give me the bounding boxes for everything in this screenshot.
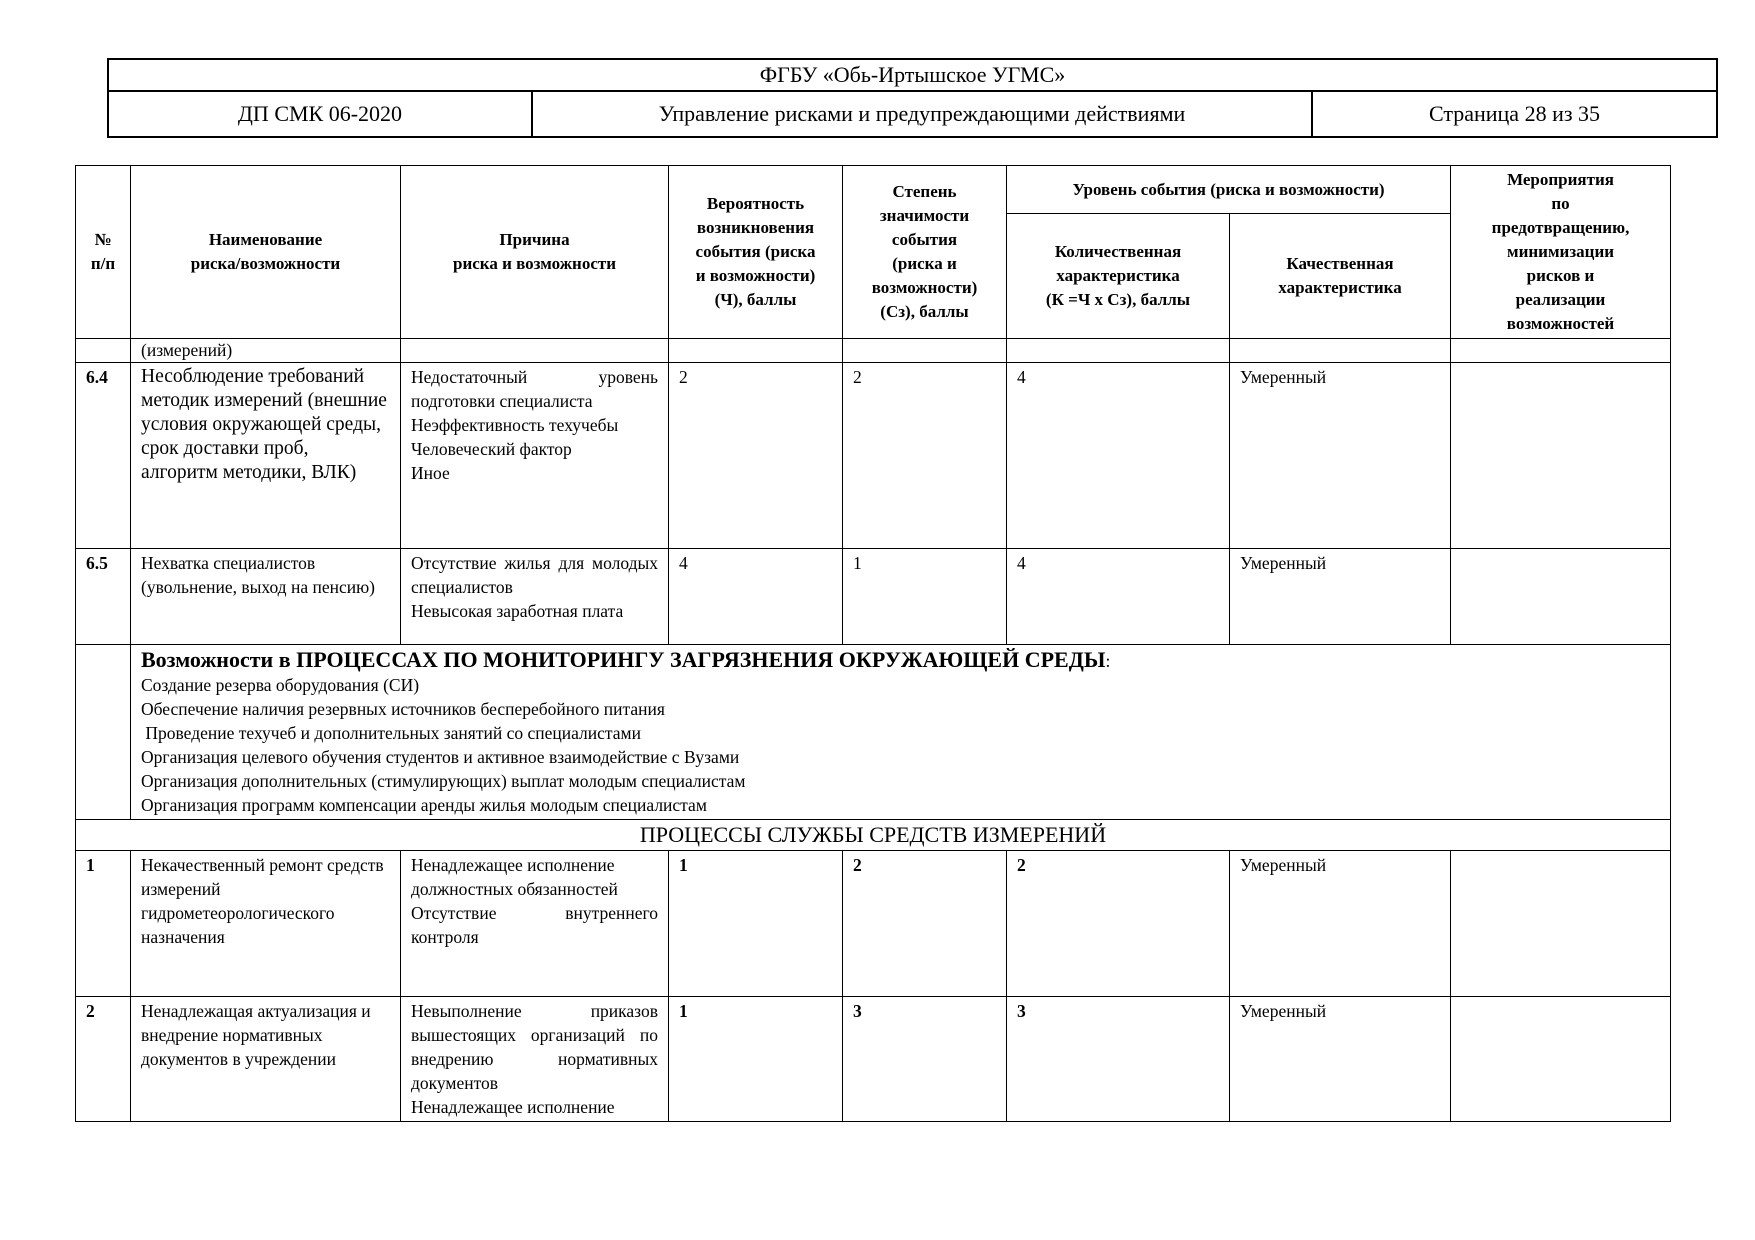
document-header [107, 58, 1718, 138]
quantitative-value: 2 [1007, 851, 1230, 997]
opportunity-item: Создание резерва оборудования (СИ) [141, 675, 420, 695]
col-num-header: № п/п [76, 166, 131, 339]
col-measures-header: Мероприятия по предотвращению, минимизации рисков и реализации возможностей [1451, 166, 1671, 339]
measures-value [1451, 363, 1671, 549]
row-number: 6.4 [76, 363, 131, 549]
significance-value: 1 [843, 549, 1007, 645]
row-number: 6.5 [76, 549, 131, 645]
opportunity-item: Организация программ компенсации аренды жилья молодым специалистам [141, 795, 707, 815]
measures-value [1451, 549, 1671, 645]
significance-value: 3 [843, 997, 1007, 1122]
page-number: Страница 28 из 35 [1312, 91, 1717, 137]
probability-value: 1 [669, 997, 843, 1122]
opportunities-title: Возможности в ПРОЦЕССАХ ПО МОНИТОРИНГУ ЗАГРЯЗНЕНИЯ ОКРУЖАЮЩЕЙ СРЕДЫ [141, 647, 1106, 672]
qualitative-value: Умеренный [1230, 997, 1451, 1122]
organization-name: ФГБУ «Обь-Иртышское УГМС» [108, 59, 1717, 91]
opportunities-block: Возможности в ПРОЦЕССАХ ПО МОНИТОРИНГУ ЗАГРЯЗНЕНИЯ ОКРУЖАЮЩЕЙ СРЕДЫ: Создание резерва оборудования (СИ) Обеспечение наличия резервных источников бесперебойного питания Проведение техучеб и дополнительных занятий со специалистами Организация целевого обучения студентов и активное взаимодействие с Вузами Организация дополнительных (стимулирующих) выплат молодым специалистам Организация программ компенсации аренды жилья молодым специалистам [131, 645, 1671, 820]
section-row [76, 820, 1671, 851]
table-row [76, 549, 1671, 645]
table-row [76, 339, 1671, 363]
significance-value: 2 [843, 851, 1007, 997]
col-quantitative-header: Количественная характеристика (К =Ч х Сз), баллы [1007, 214, 1230, 339]
continuation-text: (измерений) [131, 339, 401, 363]
risk-name: Ненадлежащая актуализация и внедрение нормативных документов в учреждении [131, 997, 401, 1122]
opportunity-item: Проведение техучеб и дополнительных занятий со специалистами [141, 723, 641, 743]
col-cause-header: Причина риска и возможности [401, 166, 669, 339]
row-number: 2 [76, 997, 131, 1122]
quantitative-value: 3 [1007, 997, 1230, 1122]
col-name-header: Наименование риска/возможности [131, 166, 401, 339]
risk-cause: Недостаточный уровень подготовки специалиста Неэффективность техучебы Человеческий фактор Иное [401, 363, 669, 549]
opportunity-item: Организация дополнительных (стимулирующих) выплат молодым специалистам [141, 771, 746, 791]
risk-cause: Отсутствие жилья для молодых специалистов Невысокая заработная плата [401, 549, 669, 645]
qualitative-value: Умеренный [1230, 363, 1451, 549]
measures-value [1451, 851, 1671, 997]
risk-cause: Невыполнение приказов вышестоящих организаций по внедрению нормативных документов Ненадлежащее исполнение [401, 997, 669, 1122]
table-row [76, 851, 1671, 997]
risk-name: Нехватка специалистов (увольнение, выход на пенсию) [131, 549, 401, 645]
risk-table [75, 165, 1671, 1122]
significance-value: 2 [843, 363, 1007, 549]
measures-value [1451, 997, 1671, 1122]
section-title: ПРОЦЕССЫ СЛУЖБЫ СРЕДСТВ ИЗМЕРЕНИЙ [76, 820, 1671, 851]
table-row [76, 997, 1671, 1122]
table-row [76, 363, 1671, 549]
risk-name: Некачественный ремонт средств измерений гидрометеорологического назначения [131, 851, 401, 997]
quantitative-value: 4 [1007, 363, 1230, 549]
col-probability-header: Вероятность возникновения события (риска и возможности) (Ч), баллы [669, 166, 843, 339]
document-title: Управление рисками и предупреждающими действиями [532, 91, 1312, 137]
col-level-header: Уровень события (риска и возможности) [1007, 166, 1451, 214]
opportunities-row [76, 645, 1671, 820]
col-qualitative-header: Качественная характеристика [1230, 214, 1451, 339]
col-significance-header: Степень значимости события (риска и возможности) (Сз), баллы [843, 166, 1007, 339]
probability-value: 2 [669, 363, 843, 549]
risk-cause: Ненадлежащее исполнение должностных обязанностей Отсутствие внутреннего контроля [401, 851, 669, 997]
qualitative-value: Умеренный [1230, 851, 1451, 997]
qualitative-value: Умеренный [1230, 549, 1451, 645]
probability-value: 1 [669, 851, 843, 997]
risk-name: Несоблюдение требований методик измерений (внешние условия окружающей среды, срок доставки проб, алгоритм методики, ВЛК) [131, 363, 401, 549]
opportunity-item: Организация целевого обучения студентов и активное взаимодействие с Вузами [141, 747, 740, 767]
quantitative-value: 4 [1007, 549, 1230, 645]
opportunity-item: Обеспечение наличия резервных источников бесперебойного питания [141, 699, 665, 719]
row-number: 1 [76, 851, 131, 997]
document-code: ДП СМК 06-2020 [108, 91, 532, 137]
probability-value: 4 [669, 549, 843, 645]
